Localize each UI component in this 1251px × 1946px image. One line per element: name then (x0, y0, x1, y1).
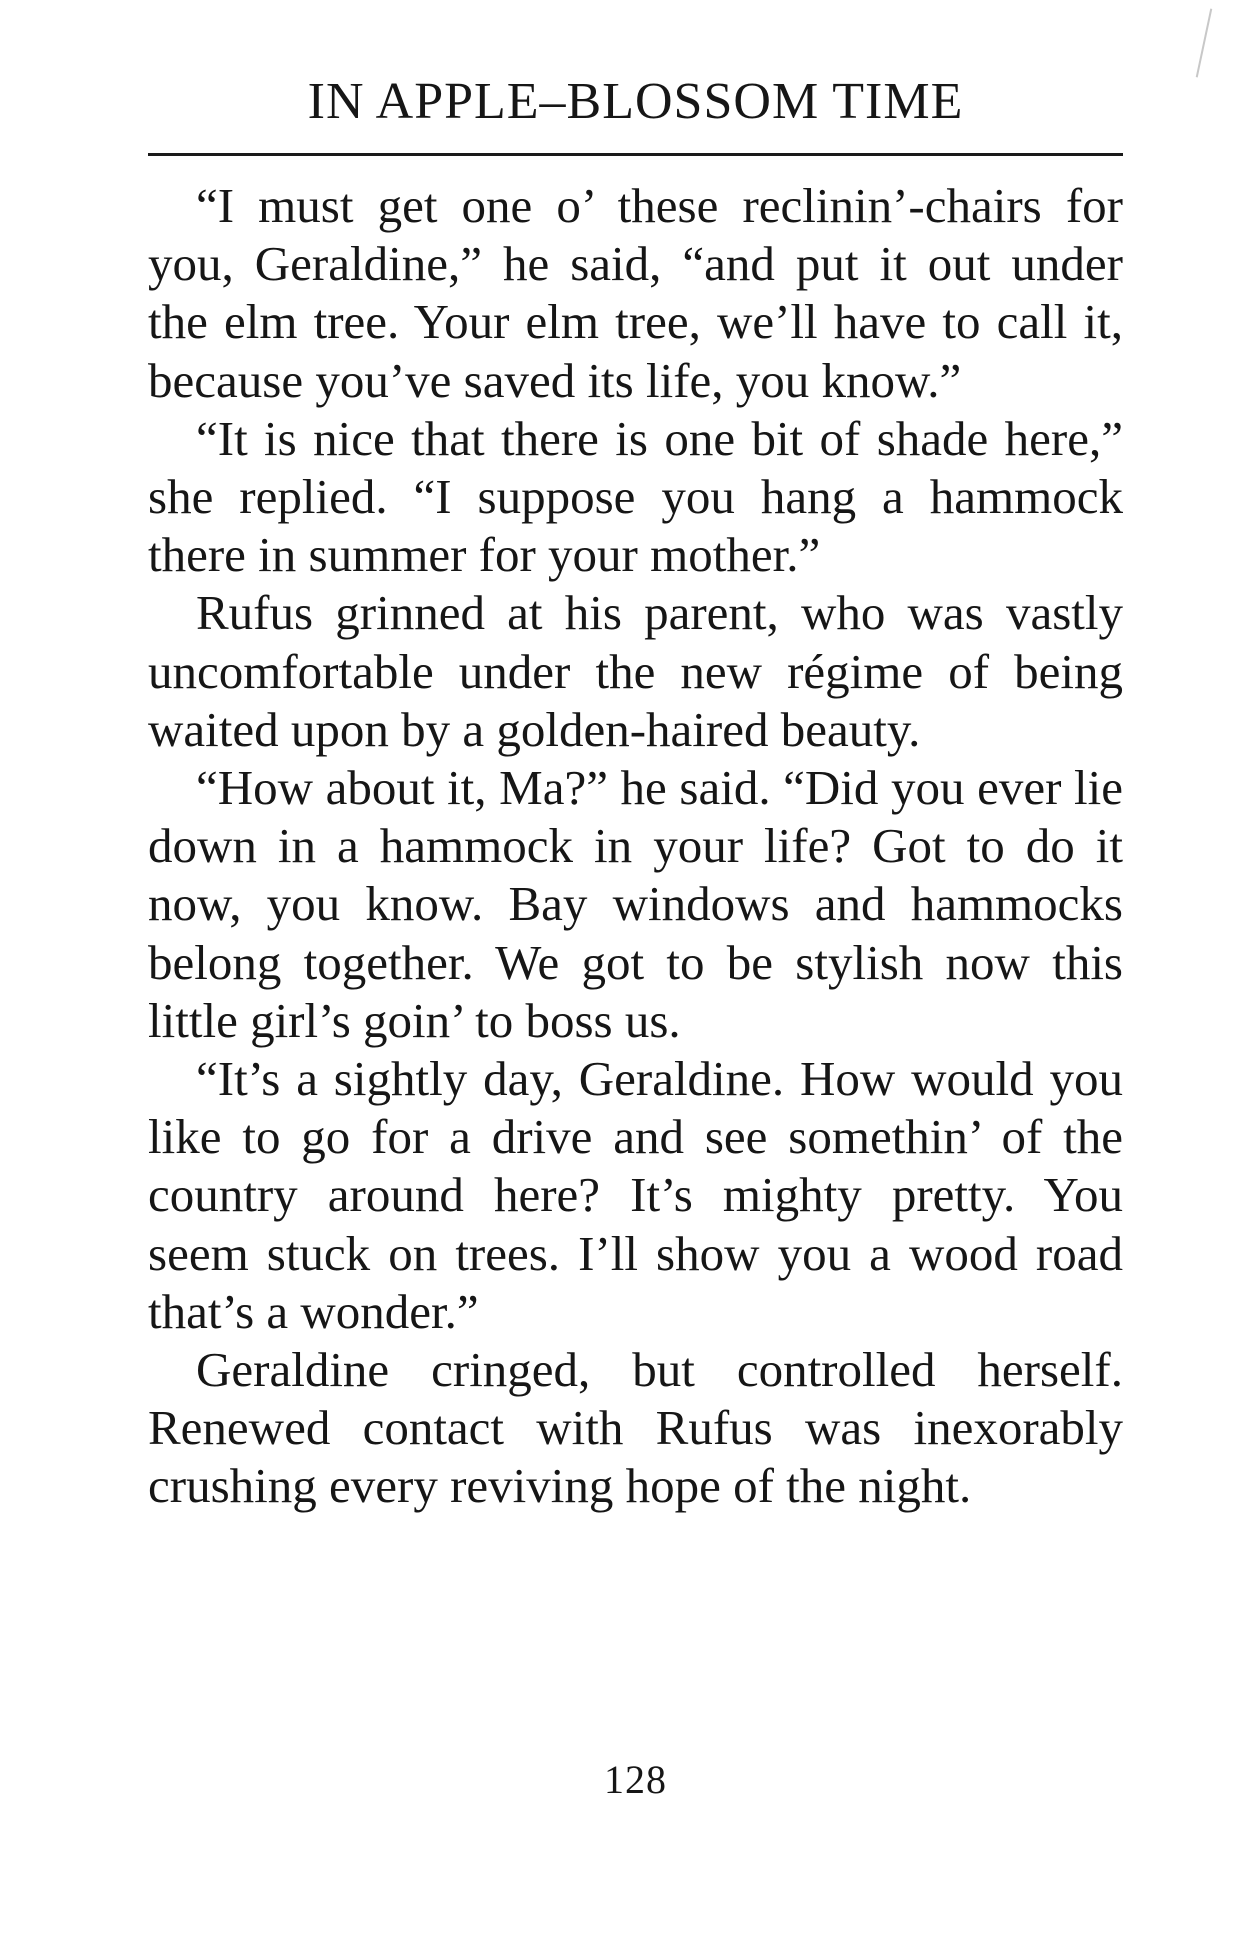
margin-scratch (1196, 9, 1213, 78)
paragraph: “How about it, Ma?” he said. “Did you ever lie down in a hammock in your life? Got to do it now, you know. Bay windows and hammocks belong together. We got to be stylish now this little girl’s goin’ to boss us. (148, 760, 1123, 1048)
header-rule (148, 153, 1123, 156)
paragraph: Rufus grinned at his parent, who was vastly uncomfortable under the new régime of being waited upon by a golden-haired beauty. (148, 585, 1123, 757)
paragraph: “It’s a sightly day, Geraldine. How would you like to go for a drive and see somethin’ of the country around here? It’s mighty pretty. You seem stuck on trees. I’ll show you a wood road that’s a wonder.” (148, 1051, 1123, 1339)
body-text (148, 177, 1123, 1516)
paragraph: “It is nice that there is one bit of shade here,” she replied. “I suppose you hang a hammock there in summer for your mother.” (148, 410, 1123, 583)
paragraph: “I must get one o’ these reclinin’-chairs for you, Geraldine,” he said, “and put it out under the elm tree. Your elm tree, we’ll have to call it, because you’ve saved its life, you know.” (148, 178, 1123, 408)
paragraph: Geraldine cringed, but controlled herself. Renewed contact with Rufus was inexorably crushing every reviving hope of the night. (148, 1342, 1123, 1514)
running-head: IN APPLE–BLOSSOM TIME (307, 73, 964, 130)
page-number: 128 (604, 1757, 667, 1802)
